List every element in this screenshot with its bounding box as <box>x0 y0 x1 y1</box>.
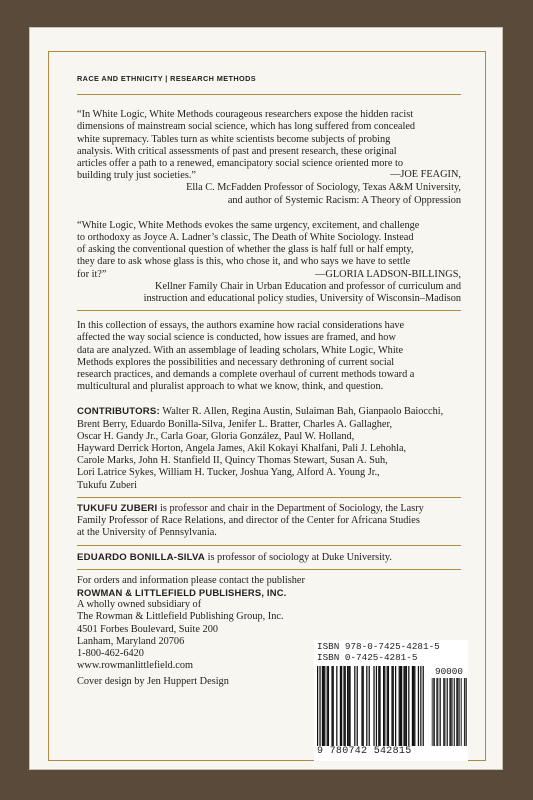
price-code: 90000 <box>435 666 463 677</box>
barcode-bar <box>393 666 394 746</box>
quote-feagin <box>77 109 461 207</box>
barcode-bar <box>436 678 437 746</box>
barcode-bar <box>400 666 401 746</box>
barcode-bar <box>327 666 328 746</box>
back-cover-content <box>77 73 461 689</box>
barcode-bar <box>452 678 453 746</box>
barcode-bar <box>446 678 447 746</box>
barcode-addon-bars <box>431 678 467 746</box>
barcode-bar <box>440 678 441 746</box>
bio-line: is professor of sociology at Duke University. <box>205 551 392 563</box>
isbn-barcode <box>314 640 468 761</box>
author-name: TUKUFU ZUBERI <box>77 502 158 514</box>
barcode-bar <box>369 666 370 746</box>
publisher-line: A wholly owned subsidiary of <box>77 599 202 611</box>
description-line: data are analyzed. With an assemblage of leading scholars, White Logic, White <box>77 344 404 356</box>
quote-line: dimensions of mainstream social science, which has long suffered from concealed <box>77 121 416 133</box>
divider <box>77 569 461 570</box>
category-label: RACE AND ETHNICITY | RESEARCH METHODS <box>77 74 257 83</box>
barcode-bar <box>331 666 332 746</box>
barcode-bar <box>434 678 435 746</box>
barcode-bar <box>439 678 440 746</box>
contributors-line: Brent Berry, Eduardo Bonilla-Silva, Jenifer L. Bratter, Charles A. Gallagher, <box>77 418 393 430</box>
barcode-bar <box>466 678 467 746</box>
barcode-bar <box>348 666 349 746</box>
isbn-10: ISBN 0-7425-4281-5 <box>317 652 418 663</box>
barcode-bar <box>433 678 434 746</box>
barcode-bar <box>461 678 462 746</box>
divider <box>77 94 461 95</box>
bio-line: Family Professor of Race Relations, and director of the Center for Africana Studies <box>77 515 420 527</box>
barcode-bar <box>376 666 377 746</box>
barcode-bar <box>340 666 341 746</box>
barcode-bar <box>418 666 419 746</box>
contributors-line: Oscar H. Gandy Jr., Carla Goar, Gloria González, Paul W. Holland, <box>77 430 355 442</box>
quote-line: articles offer a path to a renewed, emancipatory social science oriented more to <box>77 158 404 170</box>
barcode-bar <box>412 666 413 746</box>
author-name: EDUARDO BONILLA-SILVA <box>77 551 206 563</box>
quote-attribution: Ella C. McFadden Professor of Sociology, Texas A&M University, <box>186 182 461 194</box>
publisher-name: ROWMAN & LITTLEFIELD PUBLISHERS, INC. <box>77 586 287 598</box>
barcode-bar <box>459 678 460 746</box>
quote-author: —GLORIA LADSON-BILLINGS, <box>315 268 461 280</box>
contributors-line: Lori Latrice Sykes, William H. Tucker, Joshua Yang, Alford A. Young Jr., <box>77 467 380 479</box>
barcode-bar <box>408 666 409 746</box>
publisher-line: The Rowman & Littlefield Publishing Group, Inc. <box>77 611 284 623</box>
description-line: research practices, and demands a complete overhaul of current methods toward a <box>77 369 415 381</box>
barcode-bar <box>443 678 444 746</box>
publisher-intro: For orders and information please contact the publisher <box>77 574 305 586</box>
quote-ladson-billings <box>77 220 461 305</box>
barcode-bar <box>363 666 364 746</box>
barcode-bar <box>328 666 329 746</box>
barcode-bar <box>413 666 414 746</box>
barcode-bar <box>451 678 452 746</box>
ean-number: 9 780742 542815 <box>317 746 412 757</box>
barcode-bar <box>454 678 455 746</box>
description-line: Methods explores the possibilities and necessary dethroning of current social <box>77 356 395 368</box>
quote-line: “In White Logic, White Methods courageous researchers expose the hidden racist <box>77 109 414 121</box>
bio-bonilla-silva <box>77 552 461 564</box>
quote-line: building truly just societies.” <box>77 170 196 182</box>
barcode-bar <box>423 666 424 746</box>
description-line: multicultural and pluralist approach to what we know, think, and question. <box>77 381 384 393</box>
barcode-bar <box>333 666 334 746</box>
barcode-bar <box>357 666 358 746</box>
barcode-bar <box>343 666 344 746</box>
barcode-bar <box>323 666 324 746</box>
quote-line: to orthodoxy as Joyce A. Ladner’s classic, The Death of White Sociology. Instead <box>77 232 414 244</box>
barcode-bar <box>450 678 451 746</box>
contributors-label: CONTRIBUTORS: <box>77 406 160 418</box>
barcode-bar <box>373 666 374 746</box>
barcode-bar <box>324 666 325 746</box>
contributors-line: Carole Marks, John H. Stanfield II, Quincy Thomas Stewart, Susan A. Suh, <box>77 455 388 467</box>
barcode-bar <box>414 666 415 746</box>
barcode-bar <box>456 678 457 746</box>
isbn-13: ISBN 978-0-7425-4281-5 <box>317 641 440 652</box>
quote-line: for it?” <box>77 268 107 280</box>
bio-line: at the University of Pennsylvania. <box>77 527 217 539</box>
barcode-bar <box>457 678 458 746</box>
barcode-bar <box>444 678 445 746</box>
publisher-line: 4501 Forbes Boulevard, Suite 200 <box>77 623 218 635</box>
barcode-bar <box>458 678 459 746</box>
quote-line: white supremacy. Tables turn as white scientists become subjects of probing <box>77 133 391 145</box>
cover-design-credit: Cover design by Jen Huppert Design <box>77 676 229 688</box>
description <box>77 320 461 393</box>
barcode-bar <box>388 666 389 746</box>
contributors <box>77 406 461 491</box>
publisher-line: 1-800-462-6420 <box>77 647 144 659</box>
quote-attribution: instruction and educational policy studies, University of Wisconsin–Madison <box>143 293 461 305</box>
barcode-bar <box>391 666 392 746</box>
barcode-bar <box>465 678 466 746</box>
barcode-bar <box>379 666 380 746</box>
publisher-line: www.rowmanlittlefield.com <box>77 660 194 672</box>
barcode-bar <box>345 666 346 746</box>
barcode-bar <box>405 666 406 746</box>
barcode-bar <box>395 666 396 746</box>
barcode-bar <box>361 666 362 746</box>
barcode-bar <box>449 678 450 746</box>
contributors-line: Walter R. Allen, Regina Austin, Sulaiman Bah, Gianpaolo Baiocchi, <box>159 406 444 418</box>
barcode-bar <box>383 666 384 746</box>
divider <box>77 310 461 311</box>
quote-line: of asking the conventional question of whether the glass is half full or half empty, <box>77 244 414 256</box>
publisher-line: Lanham, Maryland 20706 <box>77 635 185 647</box>
barcode-bar <box>384 666 385 746</box>
description-line: In this collection of essays, the authors examine how racial considerations have <box>77 320 405 332</box>
quote-attribution: Kellner Family Chair in Urban Education and professor of curriculum and <box>155 280 461 292</box>
contributors-line: Tukufu Zuberi <box>77 479 137 491</box>
barcode-bar <box>336 666 337 746</box>
quote-line: they dare to ask whose glass is this, who chose it, and who says we have to settle <box>77 256 411 268</box>
divider <box>77 497 461 498</box>
barcode-bar <box>317 666 318 746</box>
barcode-bars <box>317 666 425 746</box>
quote-attribution: and author of Systemic Racism: A Theory of Oppression <box>227 194 461 206</box>
barcode-bar <box>366 666 367 746</box>
barcode-bar <box>322 666 323 746</box>
barcode-bar <box>399 666 400 746</box>
barcode-bar <box>406 666 407 746</box>
barcode-bar <box>378 666 379 746</box>
barcode-bar <box>349 666 350 746</box>
bio-line: is professor and chair in the Department of Sociology, the Lasry <box>157 502 424 514</box>
quote-author: —JOE FEAGIN, <box>390 169 461 181</box>
barcode-bar <box>447 678 448 746</box>
contributors-line: Hayward Derrick Horton, Angela James, Akil Kokayi Khalfani, Pali J. Lehohla, <box>77 443 407 455</box>
barcode-bar <box>403 666 404 746</box>
divider <box>77 545 461 546</box>
barcode-bar <box>464 678 465 746</box>
quote-line: “White Logic, White Methods evokes the same urgency, excitement, and challenge <box>77 219 420 231</box>
barcode-bar <box>319 666 320 746</box>
barcode-bar <box>387 666 388 746</box>
barcode-bar <box>437 678 438 746</box>
barcode-bar <box>341 666 342 746</box>
barcode-bar <box>401 666 402 746</box>
barcode-bar <box>347 666 348 746</box>
barcode-bar <box>432 678 433 746</box>
quote-line: analysis. With critical assessments of past and present research, these original <box>77 145 397 157</box>
barcode-bar <box>354 666 355 746</box>
barcode-bar <box>420 666 421 746</box>
bio-zuberi <box>77 503 461 540</box>
description-line: affected the way social science is conducted, how issues are framed, and how <box>77 332 396 344</box>
